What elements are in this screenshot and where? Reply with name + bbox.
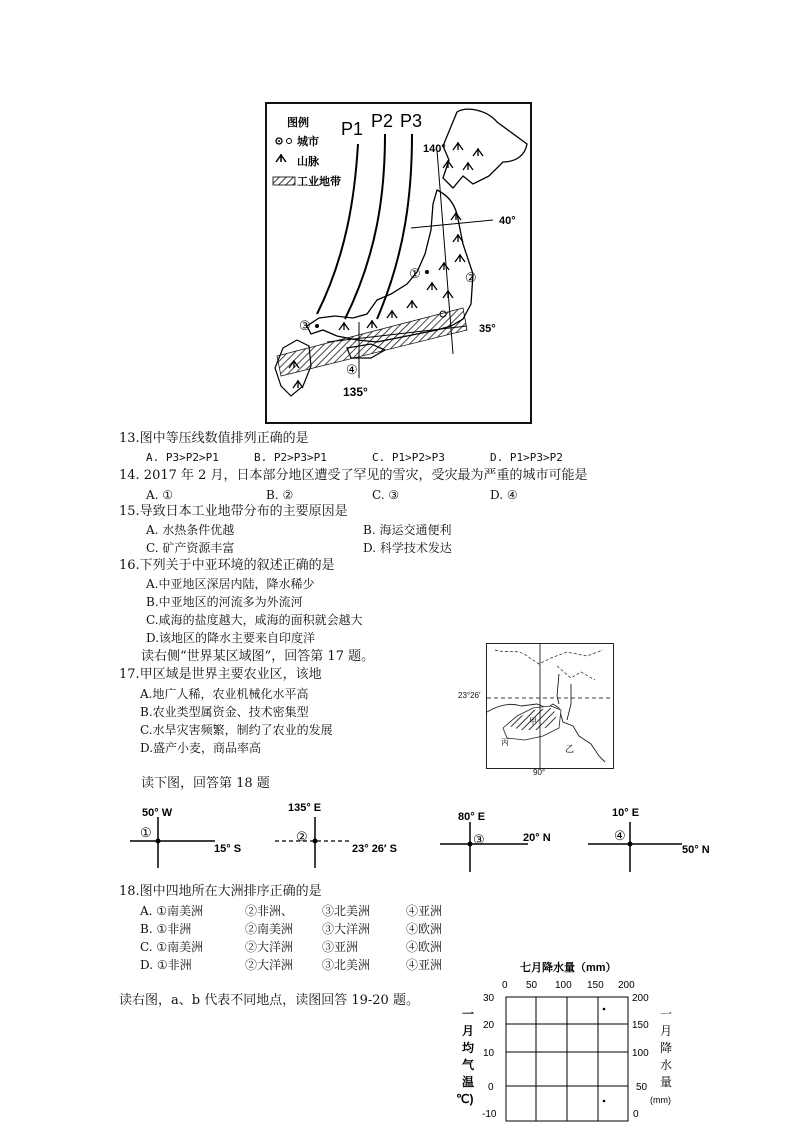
svg-text:0: 0 [633, 1109, 639, 1120]
q16-option-a[interactable]: A.中亚地区深居内陆，降水稀少 [146, 577, 315, 591]
left-axis-label [456, 1007, 475, 1106]
cross-3 [440, 811, 551, 872]
chart-title: 七月降水量（mm） [520, 962, 617, 974]
svg-text:均: 均 [462, 1041, 475, 1055]
cross-2-lon: 135° E [288, 802, 322, 814]
climate-chart [450, 958, 690, 1123]
cross-1 [130, 807, 241, 868]
intro-18: 读下图，回答第 18 题 [141, 776, 270, 791]
svg-text:月: 月 [462, 1024, 475, 1038]
legend-title: 图例 [287, 117, 309, 129]
cross-2-lat: 23° 26′ S [352, 843, 397, 855]
q14-option-a[interactable]: A. ① [146, 488, 174, 502]
svg-text:10: 10 [483, 1048, 495, 1059]
q16-option-c[interactable]: C.咸海的盐度越大，咸海的面积就会越大 [146, 613, 363, 627]
japan-map [265, 102, 532, 424]
svg-text:100: 100 [632, 1048, 649, 1059]
isobar-p2 [345, 134, 385, 319]
q13-option-c[interactable]: C. P1>P2>P3 [372, 451, 445, 464]
industry-icon [273, 177, 295, 185]
top-ticks [502, 980, 635, 991]
cross-3-num: ③ [473, 832, 485, 847]
svg-text:量: 量 [660, 1075, 673, 1089]
q16-option-d[interactable]: D.该地区的降水主要来自印度洋 [146, 631, 316, 645]
cross-1-lon: 50° W [142, 807, 173, 819]
svg-text:30: 30 [483, 993, 495, 1004]
cross-1-num: ① [140, 825, 152, 840]
mountain-icon [276, 154, 286, 162]
legend-mountain: 山脉 [297, 156, 319, 168]
q17-option-d[interactable]: D.盛产小麦，商品率高 [140, 741, 262, 755]
q15-option-d[interactable]: D. 科学技术发达 [363, 541, 452, 555]
q13-option-d[interactable]: D. P1>P3>P2 [490, 451, 563, 464]
q13-stem: 13.图中等压线数值排列正确的是 [119, 431, 309, 446]
cross-2 [275, 802, 397, 868]
q18-stem: 18.图中四地所在大洲排序正确的是 [119, 884, 322, 899]
q15-option-c[interactable]: C. 矿产资源丰富 [146, 541, 235, 555]
svg-text:一: 一 [660, 1007, 673, 1021]
svg-text:水: 水 [660, 1058, 673, 1072]
lon-140-label: 140° [423, 143, 446, 155]
cross-4-lon: 10° E [612, 807, 640, 819]
cross-3-lat: 20° N [523, 832, 551, 844]
cross-4 [588, 807, 710, 872]
cross-4-lat: 50° N [682, 844, 710, 856]
hokkaido [443, 109, 527, 188]
japan-map-drawing [267, 104, 530, 422]
right-axis-label [650, 1007, 672, 1105]
svg-text:0: 0 [488, 1082, 494, 1093]
svg-text:200: 200 [618, 980, 635, 991]
point-2: ② [465, 270, 477, 285]
isobar-p3-label: P3 [400, 111, 423, 131]
cross-3-lon: 80° E [458, 811, 486, 823]
right-ticks [632, 993, 649, 1120]
region-map [486, 643, 614, 769]
q15-stem: 15.导致日本工业地带分布的主要原因是 [119, 504, 348, 519]
point-a [603, 1008, 606, 1011]
q17-option-c[interactable]: C.水旱灾害频繁，制约了农业的发展 [140, 723, 333, 737]
q17-stem: 17.甲区域是世界主要农业区，该地 [119, 667, 322, 682]
q14-option-b[interactable]: B. ② [266, 488, 294, 502]
svg-text:150: 150 [632, 1020, 649, 1031]
svg-text:℃): ℃) [456, 1092, 474, 1106]
q16-stem: 16.下列关于中亚环境的叙述正确的是 [119, 558, 335, 573]
grid [506, 997, 628, 1121]
cross-2-num: ② [296, 829, 308, 844]
point-4: ④ [346, 362, 358, 377]
bing-label: 丙 [501, 738, 509, 747]
svg-text:降: 降 [660, 1041, 673, 1055]
svg-text:200: 200 [632, 993, 649, 1004]
q16-option-b[interactable]: B.中亚地区的河流多为外流河 [146, 595, 303, 609]
q15-option-a[interactable]: A. 水热条件优越 [146, 523, 235, 537]
q17-option-a[interactable]: A.地广人稀，农业机械化水平高 [140, 687, 309, 701]
isobar-p2-label: P2 [371, 111, 394, 131]
q14-option-c[interactable]: C. ③ [372, 488, 400, 502]
q14-stem: 14. 2017 年 2 月，日本部分地区遭受了罕见的雪灾，受灾最为严重的城市可能是 [119, 468, 588, 483]
cross-4-num: ④ [614, 828, 626, 843]
q13-option-a[interactable]: A. P3>P2>P1 [146, 451, 219, 464]
svg-text:温: 温 [462, 1075, 475, 1089]
svg-text:一: 一 [462, 1007, 475, 1021]
svg-text:20: 20 [483, 1020, 495, 1031]
point-1: ① [409, 266, 421, 281]
yi-label: 乙 [565, 744, 575, 754]
isobar-p1 [317, 144, 358, 314]
svg-text:气: 气 [462, 1058, 475, 1072]
region-lat-label: 23°26′ [458, 691, 481, 700]
lat-35-label: 35° [479, 323, 496, 335]
point-b [603, 1100, 606, 1103]
intro-17: 读右侧“世界某区域图”，回答第 17 题。 [141, 649, 375, 664]
q14-option-d[interactable]: D. ④ [490, 488, 518, 502]
svg-text:0: 0 [502, 980, 508, 991]
q13-option-b[interactable]: B. P2>P3>P1 [254, 451, 327, 464]
intro-19: 读右图，a、b 代表不同地点，读图回答 19-20 题。 [119, 993, 419, 1008]
svg-text:(mm): (mm) [650, 1095, 671, 1105]
svg-text:50: 50 [636, 1082, 648, 1093]
region-lon-label: 90° [533, 768, 546, 777]
lon-135-label: 135° [343, 385, 368, 399]
lat-40-label: 40° [499, 215, 516, 227]
svg-text:-10: -10 [482, 1109, 497, 1120]
svg-text:50: 50 [526, 980, 538, 991]
cross-1-lat: 15° S [214, 843, 242, 855]
legend-industry: 工业地带 [297, 176, 341, 188]
svg-text:月: 月 [660, 1024, 673, 1038]
svg-text:100: 100 [555, 980, 572, 991]
jia-label: 甲 [529, 717, 537, 726]
q17-option-b[interactable]: B.农业类型属资金、技术密集型 [140, 705, 309, 719]
region-map-drawing [487, 644, 613, 768]
svg-text:150: 150 [587, 980, 604, 991]
parallel-40 [411, 220, 493, 228]
isobar-p1-label: P1 [341, 119, 364, 139]
coordinate-crosses [120, 800, 730, 880]
point-3: ③ [299, 318, 311, 333]
q15-option-b[interactable]: B. 海运交通便利 [363, 523, 452, 537]
legend-city: 城市 [297, 136, 319, 148]
left-ticks [482, 993, 497, 1120]
